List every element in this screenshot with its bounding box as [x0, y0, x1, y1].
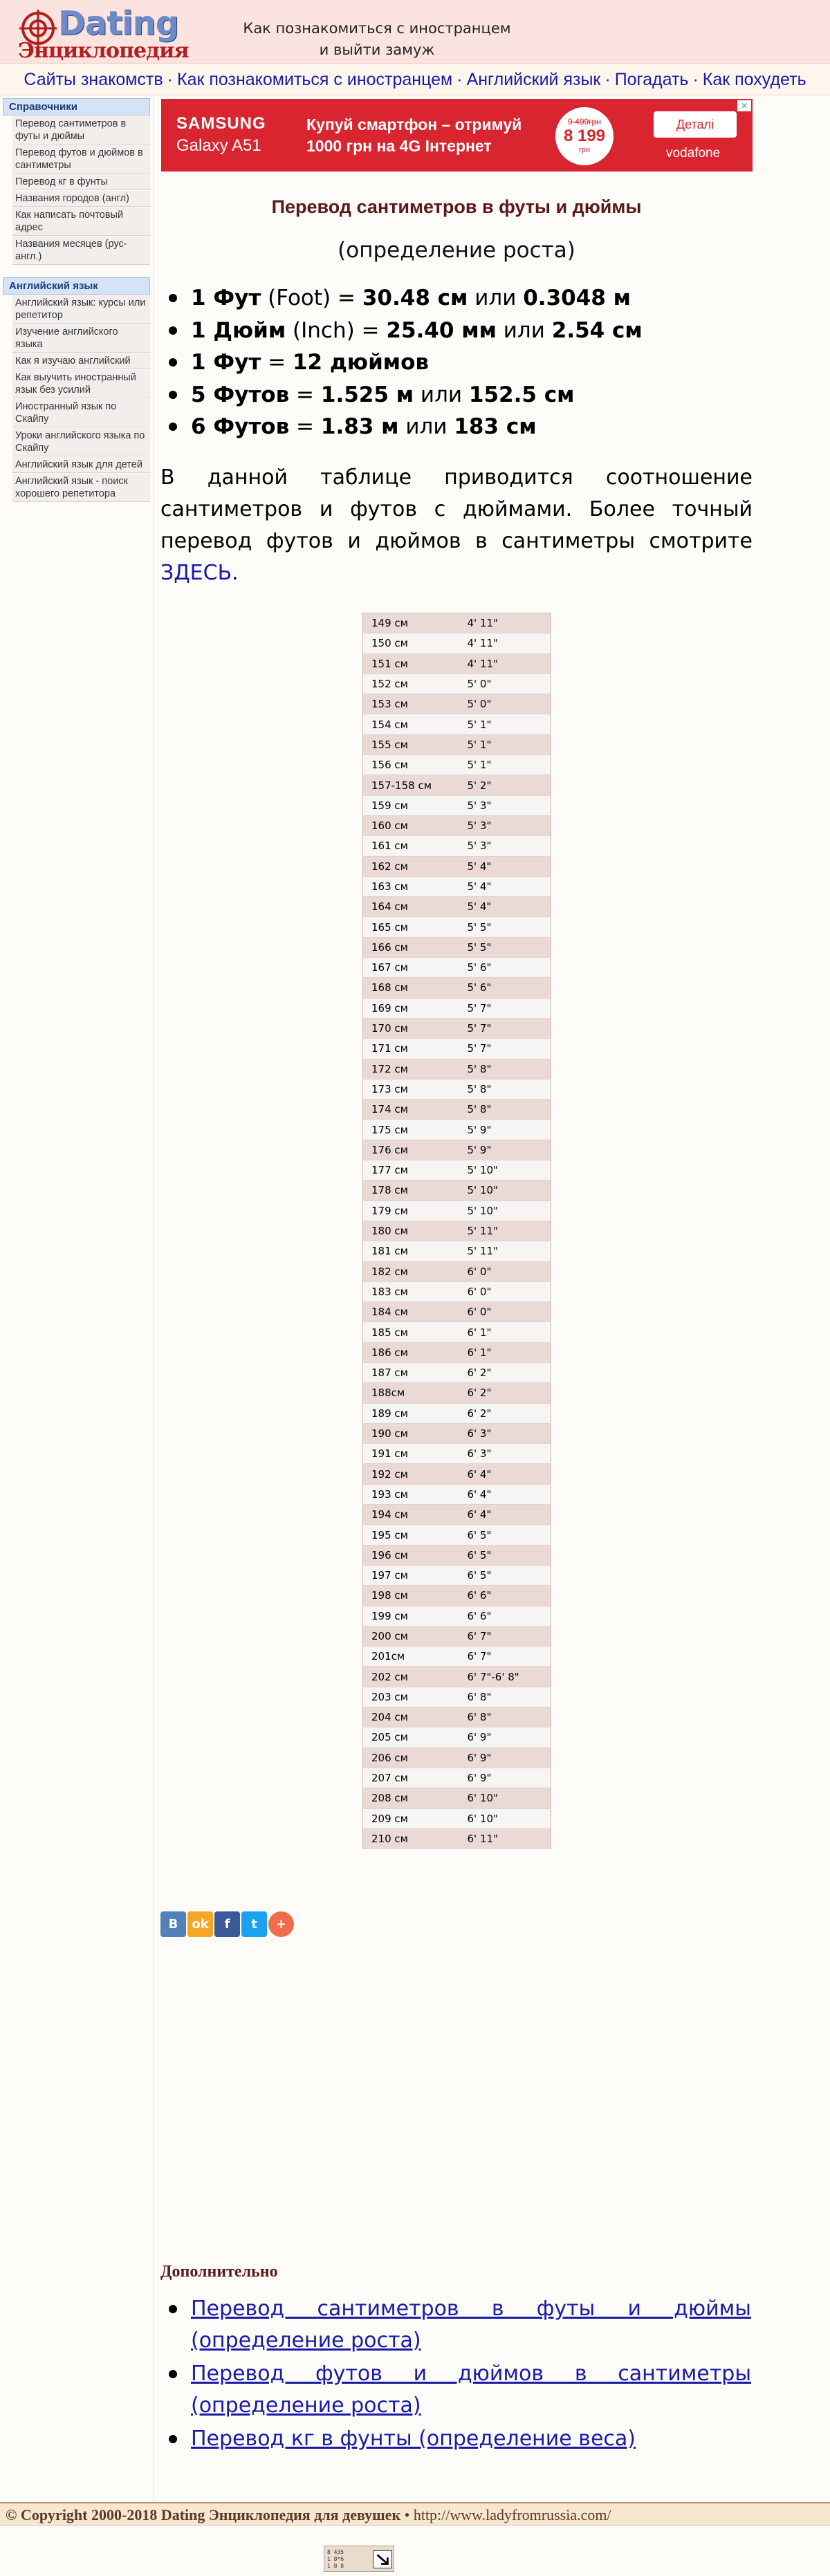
table-row	[363, 1100, 551, 1120]
cell-centimeters: 209 см	[363, 1808, 459, 1828]
cell-centimeters: 203 см	[363, 1687, 459, 1707]
cell-centimeters: 207 см	[363, 1768, 459, 1788]
cell-centimeters: 210 см	[363, 1828, 459, 1848]
footer-separator: •	[400, 2506, 414, 2523]
list-item	[163, 2293, 751, 2357]
cell-centimeters: 170 см	[363, 1018, 459, 1038]
cell-centimeters: 173 см	[363, 1079, 459, 1099]
ad-price-currency: грн	[578, 146, 591, 154]
table-row	[363, 714, 551, 734]
fact-text: или	[398, 414, 454, 439]
top-navigation	[0, 64, 830, 95]
cell-feet-inches: 6' 6"	[459, 1606, 551, 1626]
fact-value: 152.5 см	[468, 382, 575, 407]
visit-counter[interactable]	[324, 2546, 394, 2572]
cell-centimeters: 204 см	[363, 1707, 459, 1727]
cell-centimeters: 197 см	[363, 1565, 459, 1585]
left-sidebar	[0, 95, 154, 2502]
fact-text: =	[261, 350, 293, 375]
cell-centimeters: 171 см	[363, 1039, 459, 1059]
table-row	[363, 1362, 551, 1382]
cell-feet-inches: 5' 10"	[459, 1180, 551, 1201]
cell-feet-inches: 6' 0"	[459, 1261, 551, 1281]
cell-centimeters: 194 см	[363, 1505, 459, 1525]
more-share-icon[interactable]: +	[268, 1911, 294, 1937]
cell-feet-inches: 6' 10"	[459, 1808, 551, 1828]
cell-feet-inches: 6' 4"	[459, 1505, 551, 1525]
cell-feet-inches: 5' 10"	[459, 1160, 551, 1180]
cell-feet-inches: 5' 7"	[459, 1039, 551, 1059]
arrow-icon	[373, 2550, 392, 2568]
table-row	[363, 1586, 551, 1606]
cell-feet-inches: 6' 8"	[459, 1707, 551, 1727]
ad-banner[interactable]	[161, 99, 753, 172]
conversion-table-body	[363, 613, 551, 1849]
cell-centimeters: 155 см	[363, 734, 459, 754]
cell-centimeters: 193 см	[363, 1484, 459, 1504]
fact-value: 0.3048 м	[523, 286, 631, 311]
table-row	[363, 1484, 551, 1504]
cell-centimeters: 189 см	[363, 1403, 459, 1423]
table-row	[363, 1120, 551, 1140]
extra-links	[163, 2293, 751, 2456]
table-row	[363, 1545, 551, 1565]
cell-centimeters: 151 см	[363, 654, 459, 674]
fact-value: 1.83 м	[320, 414, 399, 439]
ad-details-button[interactable]: Деталі	[654, 111, 737, 138]
table-row	[363, 998, 551, 1018]
intro-link[interactable]: ЗДЕСЬ	[160, 561, 232, 585]
table-row	[363, 775, 551, 795]
ad-price-badge	[555, 107, 614, 165]
table-row	[363, 1018, 551, 1038]
table-row	[363, 1403, 551, 1423]
fact-value: 2.54 см	[551, 317, 643, 343]
ad-close-icon[interactable]: ✕	[737, 100, 751, 111]
table-row	[363, 1423, 551, 1443]
cell-centimeters: 154 см	[363, 714, 459, 734]
cell-centimeters: 162 см	[363, 856, 459, 876]
table-row	[363, 1525, 551, 1545]
cell-feet-inches: 6' 11"	[459, 1828, 551, 1848]
cell-centimeters: 208 см	[363, 1788, 459, 1808]
cell-centimeters: 166 см	[363, 937, 459, 957]
cell-feet-inches: 5' 1"	[459, 714, 551, 734]
logo-subtitle: Энциклопедия	[18, 39, 189, 63]
conversion-table	[362, 613, 551, 1849]
cell-feet-inches: 5' 11"	[459, 1241, 551, 1261]
cell-feet-inches: 5' 11"	[459, 1221, 551, 1241]
cell-centimeters: 150 см	[363, 633, 459, 654]
fact-text: (Foot) =	[261, 286, 362, 311]
sidebar-item[interactable]: Изучение английского языка	[12, 324, 150, 353]
cell-feet-inches: 6' 9"	[459, 1768, 551, 1788]
nav-separator: ·	[692, 69, 699, 89]
cell-feet-inches: 5' 2"	[459, 775, 551, 795]
table-row	[363, 1788, 551, 1808]
ad-headline-line-1: Купуй смартфон – отримуй	[306, 115, 522, 133]
page-title: Перевод сантиметров в футы и дюймы	[271, 196, 642, 217]
table-row	[363, 694, 551, 714]
cell-centimeters: 169 см	[363, 998, 459, 1018]
table-row	[363, 1707, 551, 1727]
table-row	[363, 1281, 551, 1301]
cell-centimeters: 156 см	[363, 755, 459, 775]
cell-feet-inches: 6' 3"	[459, 1444, 551, 1464]
extra-link[interactable]: Перевод кг в фунты (определение веса)	[191, 2427, 636, 2451]
cell-centimeters: 188см	[363, 1383, 459, 1403]
fact-item	[163, 379, 751, 411]
cell-feet-inches: 5' 5"	[459, 917, 551, 937]
list-item	[163, 2358, 751, 2422]
intro-text: В данной таблице приводится соотношение сантиметров и футов с дюймами. Более точный перевод футов и дюймов в сантиметры смотрите	[160, 465, 753, 553]
cell-feet-inches: 6' 4"	[459, 1484, 551, 1504]
twitter-icon[interactable]: t	[241, 1911, 267, 1937]
cell-feet-inches: 6' 3"	[459, 1423, 551, 1443]
fact-text: или	[468, 286, 524, 311]
cell-feet-inches: 5' 1"	[459, 755, 551, 775]
cell-feet-inches: 5' 7"	[459, 1018, 551, 1038]
cell-centimeters: 177 см	[363, 1160, 459, 1180]
cell-centimeters: 179 см	[363, 1201, 459, 1221]
cell-centimeters: 159 см	[363, 795, 459, 815]
cell-centimeters: 167 см	[363, 958, 459, 978]
table-row	[363, 836, 551, 856]
nav-separator: ·	[167, 69, 173, 89]
table-row	[363, 1180, 551, 1201]
extra-link[interactable]: Перевод футов и дюймов в сантиметры (определение роста)	[191, 2362, 751, 2418]
cell-feet-inches: 5' 8"	[459, 1100, 551, 1120]
cell-centimeters: 206 см	[363, 1748, 459, 1768]
cell-centimeters: 175 см	[363, 1120, 459, 1140]
cell-centimeters: 199 см	[363, 1606, 459, 1626]
cell-feet-inches: 5' 10"	[459, 1201, 551, 1221]
table-row	[363, 1687, 551, 1707]
table-row	[363, 1322, 551, 1342]
cell-feet-inches: 5' 7"	[459, 998, 551, 1018]
page-subtitle: (определение роста)	[338, 238, 575, 263]
cell-feet-inches: 6' 9"	[459, 1748, 551, 1768]
table-row	[363, 1241, 551, 1261]
cell-centimeters: 160 см	[363, 815, 459, 835]
fact-item	[163, 315, 751, 347]
table-row	[363, 1727, 551, 1748]
odnoklassniki-icon[interactable]: ok	[187, 1911, 213, 1937]
cell-centimeters: 192 см	[363, 1464, 459, 1484]
cell-feet-inches: 6' 7"-6' 8"	[459, 1667, 551, 1687]
cell-centimeters: 202 см	[363, 1667, 459, 1687]
table-row	[363, 1059, 551, 1079]
cell-feet-inches: 4' 11"	[459, 654, 551, 674]
cell-centimeters: 196 см	[363, 1545, 459, 1565]
table-row	[363, 1383, 551, 1403]
cell-centimeters: 168 см	[363, 978, 459, 998]
fact-term: 6 Футов	[191, 414, 290, 439]
cell-centimeters: 152 см	[363, 674, 459, 694]
table-row	[363, 978, 551, 998]
cell-centimeters: 172 см	[363, 1059, 459, 1079]
cell-centimeters: 149 см	[363, 613, 459, 633]
table-row	[363, 1647, 551, 1667]
sidebar-item[interactable]: Названия месяцев (рус-англ.)	[12, 237, 150, 265]
share-buttons	[160, 1911, 294, 1937]
intro-end: .	[232, 561, 239, 585]
cell-centimeters: 195 см	[363, 1525, 459, 1545]
cell-feet-inches: 6' 1"	[459, 1342, 551, 1362]
cell-feet-inches: 5' 3"	[459, 815, 551, 835]
cell-centimeters: 184 см	[363, 1302, 459, 1322]
cell-feet-inches: 6' 1"	[459, 1322, 551, 1342]
cell-feet-inches: 4' 11"	[459, 613, 551, 633]
cell-feet-inches: 5' 9"	[459, 1140, 551, 1160]
sidebar-item[interactable]: Перевод сантиметров в футы и дюймы	[12, 116, 150, 145]
cell-centimeters: 153 см	[363, 694, 459, 714]
site-logo[interactable]	[15, 4, 189, 63]
sidebar-item[interactable]: Перевод футов и дюймов в сантиметры	[12, 145, 150, 174]
sidebar-item[interactable]: Иностранный язык по Скайпу	[12, 399, 150, 427]
cell-centimeters: 176 см	[363, 1140, 459, 1160]
cell-feet-inches: 5' 1"	[459, 734, 551, 754]
table-row	[363, 1464, 551, 1484]
table-row	[363, 1768, 551, 1788]
table-row	[363, 917, 551, 937]
table-row	[363, 1342, 551, 1362]
facebook-icon[interactable]: f	[214, 1911, 240, 1937]
cell-feet-inches: 5' 8"	[459, 1079, 551, 1099]
counter-text: 8 435 1 8*6 1 8 8	[327, 2549, 344, 2569]
ad-operator: vodafone	[666, 146, 721, 160]
cell-centimeters: 185 см	[363, 1322, 459, 1342]
cell-feet-inches: 6' 5"	[459, 1565, 551, 1585]
sidebar-item[interactable]: Как я изучаю английский	[12, 353, 150, 369]
table-row	[363, 876, 551, 896]
cell-feet-inches: 5' 4"	[459, 856, 551, 876]
list-item	[163, 2423, 751, 2455]
footer-text	[6, 2506, 611, 2524]
cell-feet-inches: 6' 8"	[459, 1687, 551, 1707]
cell-centimeters: 201см	[363, 1647, 459, 1667]
sidebar-item[interactable]: Английский язык: курсы или репетитор	[12, 295, 150, 324]
table-row	[363, 633, 551, 654]
table-row	[363, 755, 551, 775]
table-row	[363, 654, 551, 674]
footer-url[interactable]: http://www.ladyfromrussia.com/	[413, 2506, 611, 2523]
cell-feet-inches: 5' 6"	[459, 978, 551, 998]
cell-centimeters: 181 см	[363, 1241, 459, 1261]
cell-feet-inches: 6' 6"	[459, 1586, 551, 1606]
cell-centimeters: 178 см	[363, 1180, 459, 1201]
cell-feet-inches: 5' 3"	[459, 795, 551, 815]
cell-feet-inches: 6' 5"	[459, 1545, 551, 1565]
table-row	[363, 1302, 551, 1322]
fact-value: 12 дюймов	[292, 350, 430, 375]
table-row	[363, 1261, 551, 1281]
nav-item-meet-foreigner[interactable]: Как познакомиться с иностранцем	[177, 69, 453, 89]
cell-feet-inches: 6' 4"	[459, 1464, 551, 1484]
cell-feet-inches: 6' 2"	[459, 1403, 551, 1423]
nav-item-english[interactable]: Английский язык	[466, 69, 601, 89]
nav-separator: ·	[456, 69, 463, 89]
cell-centimeters: 157-158 см	[363, 775, 459, 795]
sidebar-section-title: Справочники	[3, 98, 150, 115]
fact-term: 1 Фут	[191, 350, 261, 375]
cell-centimeters: 200 см	[363, 1626, 459, 1646]
intro-paragraph	[160, 462, 753, 589]
nav-separator: ·	[605, 69, 611, 89]
ad-price-old: 9 499грн	[568, 117, 601, 127]
footer-copyright: © Copyright 2000-2018 Dating Энциклопедия для девушек	[6, 2506, 401, 2523]
fact-item	[163, 411, 751, 443]
sidebar-section-english	[3, 277, 150, 502]
table-row	[363, 1160, 551, 1180]
sidebar-item[interactable]: Английский язык для детей	[12, 457, 150, 473]
fact-value: 1.525 м	[320, 382, 414, 407]
cell-feet-inches: 5' 4"	[459, 897, 551, 917]
table-row	[363, 937, 551, 957]
fact-text: (Inch) =	[286, 317, 387, 343]
table-row	[363, 856, 551, 876]
header-tagline	[208, 18, 546, 61]
site-header	[0, 0, 830, 64]
table-row	[363, 1201, 551, 1221]
table-row	[363, 1808, 551, 1828]
table-row	[363, 674, 551, 694]
conversion-facts	[163, 282, 751, 443]
table-row	[363, 1140, 551, 1160]
sidebar-item[interactable]: Перевод кг в фунты	[12, 174, 150, 190]
cell-feet-inches: 6' 7"	[459, 1647, 551, 1667]
fact-value: 183 см	[454, 414, 537, 439]
ad-headline	[306, 114, 522, 157]
nav-item-lose-weight[interactable]: Как похудеть	[702, 69, 806, 89]
cell-feet-inches: 5' 4"	[459, 876, 551, 896]
table-row	[363, 815, 551, 835]
fact-item	[163, 282, 751, 315]
cell-centimeters: 174 см	[363, 1100, 459, 1120]
sidebar-item[interactable]: Английский язык - поиск хорошего репетитора	[12, 474, 150, 502]
table-row	[363, 1748, 551, 1768]
cell-feet-inches: 4' 11"	[459, 633, 551, 654]
cell-centimeters: 164 см	[363, 897, 459, 917]
cell-feet-inches: 6' 0"	[459, 1302, 551, 1322]
fact-text: или	[414, 382, 469, 407]
cell-centimeters: 161 см	[363, 836, 459, 856]
fact-value: 30.48 см	[362, 286, 468, 311]
fact-value: 25.40 мм	[386, 317, 497, 343]
cell-feet-inches: 5' 8"	[459, 1059, 551, 1079]
table-row	[363, 1606, 551, 1626]
sidebar-item[interactable]: Как выучить иностранный язык без усилий	[12, 370, 150, 398]
cell-centimeters: 182 см	[363, 1261, 459, 1281]
cell-centimeters: 180 см	[363, 1221, 459, 1241]
table-row	[363, 1505, 551, 1525]
nav-item-dating-sites[interactable]: Сайты знакомств	[24, 69, 163, 89]
table-row	[363, 958, 551, 978]
table-row	[363, 613, 551, 633]
ad-brand-samsung: SAMSUNG	[176, 114, 266, 133]
cell-feet-inches: 6' 5"	[459, 1525, 551, 1545]
cell-feet-inches: 5' 0"	[459, 694, 551, 714]
table-row	[363, 1079, 551, 1099]
fact-term: 1 Фут	[191, 286, 261, 311]
fact-term: 1 Дюйм	[191, 317, 286, 343]
cell-centimeters: 190 см	[363, 1423, 459, 1443]
site-footer	[0, 2502, 830, 2526]
cell-feet-inches: 5' 9"	[459, 1120, 551, 1140]
extra-link[interactable]: Перевод сантиметров в футы и дюймы (определение роста)	[191, 2297, 751, 2353]
cell-centimeters: 205 см	[363, 1727, 459, 1748]
ad-model: Galaxy A51	[176, 136, 261, 155]
fact-text: или	[496, 317, 552, 343]
table-row	[363, 1565, 551, 1585]
sidebar-item[interactable]: Названия городов (англ)	[12, 191, 150, 207]
cell-feet-inches: 5' 0"	[459, 674, 551, 694]
table-row	[363, 1626, 551, 1646]
cell-centimeters: 198 см	[363, 1586, 459, 1606]
tagline-line-2: и выйти замуж	[319, 41, 435, 58]
ad-price-new: 8 199	[563, 127, 606, 145]
cell-feet-inches: 6' 0"	[459, 1281, 551, 1301]
nav-item-fortune[interactable]: Погадать	[614, 69, 689, 89]
cell-centimeters: 186 см	[363, 1342, 459, 1362]
cell-feet-inches: 6' 9"	[459, 1727, 551, 1748]
cell-feet-inches: 6' 7"	[459, 1626, 551, 1646]
sidebar-section-reference	[3, 98, 150, 265]
cell-feet-inches: 6' 10"	[459, 1788, 551, 1808]
cell-feet-inches: 5' 6"	[459, 958, 551, 978]
extra-heading: Дополнительно	[160, 2263, 278, 2281]
table-row	[363, 1039, 551, 1059]
sidebar-section-title: Английский язык	[3, 277, 150, 295]
vk-icon[interactable]: B	[160, 1911, 186, 1937]
cell-centimeters: 191 см	[363, 1444, 459, 1464]
table-row	[363, 1444, 551, 1464]
table-row	[363, 897, 551, 917]
cell-centimeters: 183 см	[363, 1281, 459, 1301]
cell-feet-inches: 5' 3"	[459, 836, 551, 856]
cell-feet-inches: 6' 2"	[459, 1383, 551, 1403]
cell-centimeters: 165 см	[363, 917, 459, 937]
cell-feet-inches: 5' 5"	[459, 937, 551, 957]
table-row	[363, 1667, 551, 1687]
fact-item	[163, 346, 751, 379]
table-row	[363, 795, 551, 815]
sidebar-item[interactable]: Уроки английского языка по Скайпу	[12, 428, 150, 456]
fact-term: 5 Футов	[191, 382, 290, 407]
tagline-line-1: Как познакомиться с иностранцем	[243, 20, 511, 37]
table-row	[363, 1828, 551, 1848]
sidebar-item[interactable]: Как написать почтовый адрес	[12, 207, 150, 236]
table-row	[363, 734, 551, 754]
cell-centimeters: 163 см	[363, 876, 459, 896]
fact-text: =	[289, 414, 321, 439]
cell-feet-inches: 6' 2"	[459, 1362, 551, 1382]
logo-word: Dating	[58, 4, 179, 43]
table-row	[363, 1221, 551, 1241]
cell-centimeters: 187 см	[363, 1362, 459, 1382]
ad-headline-line-2: 1000 грн на 4G Інтернет	[306, 137, 492, 155]
fact-text: =	[289, 382, 321, 407]
